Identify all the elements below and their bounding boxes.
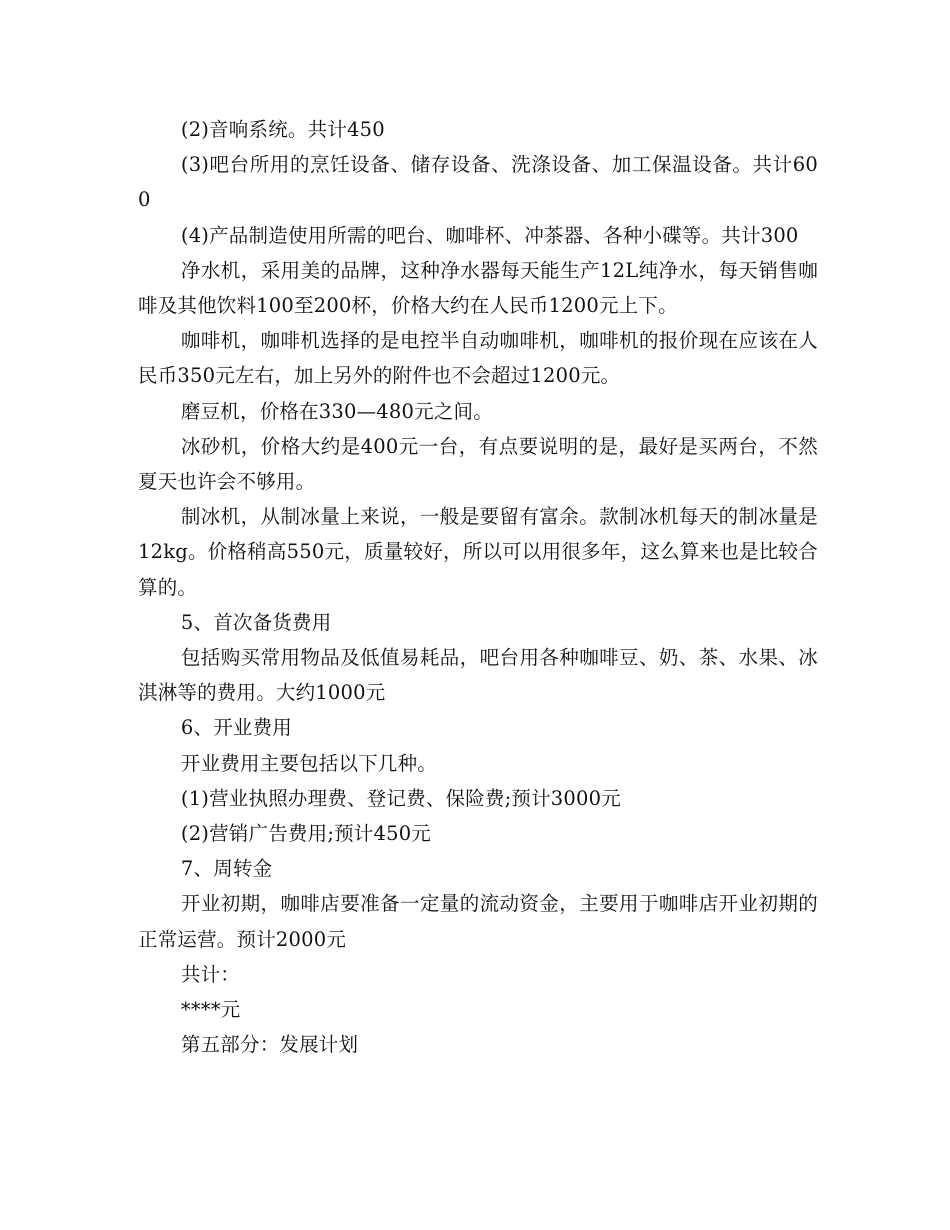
paragraph-ice-blender: 冰砂机，价格大约是400元一台，有点要说明的是，最好是买两台，不然夏天也许会不够用。 <box>138 434 818 494</box>
paragraph-bar-equipment: (3)吧台所用的烹饪设备、储存设备、洗涤设备、加工保温设备。共计600 <box>138 153 818 212</box>
document-body <box>138 112 818 1062</box>
paragraph-opening-costs-intro: 开业费用主要包括以下几种。 <box>180 751 437 775</box>
paragraph-product-tools: (4)产品制造使用所需的吧台、咖啡杯、冲茶器、各种小碟等。共计300 <box>180 223 799 247</box>
paragraph-grinder: 磨豆机，价格在330—480元之间。 <box>180 399 493 423</box>
heading-part-five: 第五部分：发展计划 <box>180 1033 359 1057</box>
paragraph-audio-system: (2)音响系统。共计450 <box>180 118 385 141</box>
paragraph-coffee-machine: 咖啡机，咖啡机选择的是电控半自动咖啡机，咖啡机的报价现在应该在人民币350元左右，加上另外的附件也不会超过1200元。 <box>138 329 818 388</box>
heading-initial-stock: 5、首次备货费用 <box>180 610 332 634</box>
paragraph-license-fees: (1)营业执照办理费、登记费、保险费;预计3000元 <box>180 786 621 810</box>
total-value: ****元 <box>180 998 241 1022</box>
paragraph-ice-maker: 制冰机，从制冰量上来说，一般是要留有富余。款制冰机每天的制冰量是12kg。价格稍高550元，质量较好，所以可以用很多年，这么算来也是比较合算的。 <box>138 505 818 599</box>
heading-working-capital: 7、周转金 <box>180 857 273 881</box>
paragraph-water-purifier: 净水机，采用美的品牌，这种净水器每天能生产12L纯净水，每天销售咖啡及其他饮料100至200杯，价格大约在人民币1200元上下。 <box>138 258 818 318</box>
paragraph-working-capital: 开业初期，咖啡店要准备一定量的流动资金，主要用于咖啡店开业初期的正常运营。预计2000元 <box>138 892 818 951</box>
total-label: 共计： <box>180 962 240 986</box>
paragraph-marketing-fees: (2)营销广告费用;预计450元 <box>180 822 432 846</box>
heading-opening-costs: 6、开业费用 <box>180 716 292 740</box>
paragraph-initial-stock: 包括购买常用物品及低值易耗品，吧台用各种咖啡豆、奶、茶、水果、冰淇淋等的费用。大约1000元 <box>138 646 818 705</box>
